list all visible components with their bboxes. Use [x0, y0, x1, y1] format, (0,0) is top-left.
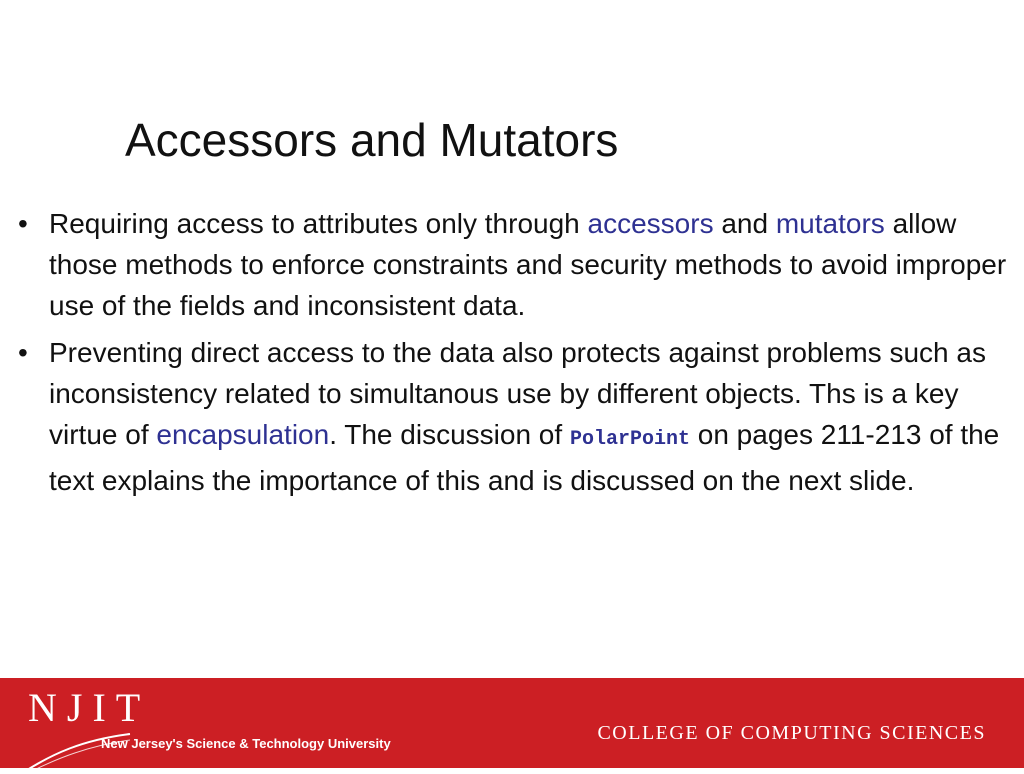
bullet-text-run: Preventing direct access to the data also protects against problems such as inconsistency related to simultanous use by different objects. Ths is a key virtue of: [49, 337, 986, 450]
bullet-text-run: . The discussion of: [329, 419, 570, 450]
bullet-text: [49, 337, 999, 496]
keyword-encapsulation: encapsulation: [156, 419, 330, 450]
keyword-mutators: mutators: [775, 208, 885, 239]
njit-logo: [22, 684, 391, 764]
bullet-item: [18, 332, 1018, 501]
code-polarpoint: PolarPoint: [569, 428, 690, 451]
bullet-marker: •: [18, 337, 28, 368]
logo-tagline: New Jersey's Science & Technology University: [101, 736, 391, 751]
bullet-marker: •: [18, 208, 28, 239]
bullet-text-run: on pages 211-213 of the text explains the importance of this and is discussed on the next slide.: [49, 419, 1000, 496]
college-name: COLLEGE OF COMPUTING SCIENCES: [597, 722, 986, 744]
logo-wordmark: NJIT: [28, 685, 151, 730]
bullet-text-run: Requiring access to attributes only through: [49, 208, 588, 239]
footer-bar: [0, 678, 1024, 768]
bullet-text-run: allow those methods to enforce constraints and security methods to avoid improper use of the fields and inconsistent data.: [49, 208, 1007, 321]
keyword-accessors: accessors: [587, 208, 714, 239]
bullet-text-run: and: [713, 208, 776, 239]
bullet-text: [49, 208, 1006, 321]
slide-title: Accessors and Mutators: [125, 114, 619, 166]
bullet-item: [18, 203, 1018, 326]
bullet-list: [18, 203, 1018, 507]
